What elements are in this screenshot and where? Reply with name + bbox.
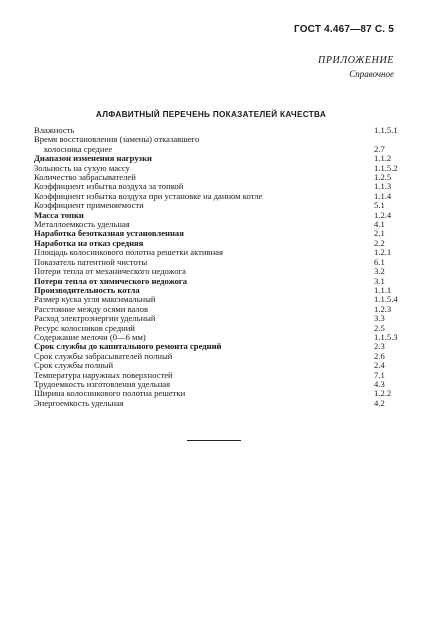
item-name: Расход электроэнергии удельный <box>34 314 156 324</box>
list-item <box>34 211 404 220</box>
item-code: 1.2.4 <box>374 209 392 220</box>
list-item <box>34 135 404 144</box>
item-code: 6.1 <box>374 256 385 267</box>
list-item <box>34 361 404 370</box>
list-item <box>34 229 404 238</box>
list-item <box>34 277 404 286</box>
item-name: Металлоемкость удельная <box>34 220 130 230</box>
index-list <box>34 126 404 408</box>
item-code: 4.3 <box>374 378 385 389</box>
list-item <box>34 352 404 361</box>
item-code: 3.2 <box>374 266 385 277</box>
item-name: Ширина колосникового полотна решетки <box>34 389 186 399</box>
item-code: 2.4 <box>374 360 385 371</box>
appendix-block <box>318 55 394 79</box>
item-code: 1.1.2 <box>374 153 392 164</box>
list-item <box>34 145 404 154</box>
item-name: Коэффициент избытка воздуха за топкой <box>34 182 184 192</box>
list-item <box>34 192 404 201</box>
item-name: Производительность котла <box>34 285 140 295</box>
list-item <box>34 267 404 276</box>
item-code: 2.5 <box>374 322 385 333</box>
item-code: 3.3 <box>374 313 385 324</box>
item-name: Срок службы полный <box>34 361 114 371</box>
item-code: 4.1 <box>374 219 385 230</box>
item-name: Площадь колосникового полотна решетки активная <box>34 248 223 258</box>
list-item <box>34 173 404 182</box>
list-item <box>34 314 404 323</box>
item-name: Потери тепла от химического недожога <box>34 276 188 286</box>
list-item <box>34 220 404 229</box>
item-name: Зольность на сухую массу <box>34 163 130 173</box>
list-item <box>34 399 404 408</box>
item-code: 1.1.1 <box>374 284 392 295</box>
list-item <box>34 154 404 163</box>
list-title: АЛФАВИТНЫЙ ПЕРЕЧЕНЬ ПОКАЗАТЕЛЕЙ КАЧЕСТВА <box>95 110 327 119</box>
item-code: 1.1.5.4 <box>374 294 398 305</box>
item-code: 1.1.5.1 <box>374 125 398 135</box>
item-name: Наработка безотказная установленная <box>34 229 184 239</box>
item-code: 5.1 <box>374 200 385 211</box>
list-item <box>34 389 404 398</box>
list-item <box>34 286 404 295</box>
item-name: Наработка на отказ средняя <box>34 238 144 248</box>
item-code: 1.1.5.3 <box>374 331 398 342</box>
item-code: 2.2 <box>374 237 385 248</box>
item-name: Коэффициент применяемости <box>34 201 144 211</box>
item-name: Диапазон изменения нагрузки <box>34 154 152 164</box>
page-header: ГОСТ 4.467—87 С. 5 <box>293 24 394 35</box>
end-rule <box>187 440 241 441</box>
item-code: 2.3 <box>374 341 385 352</box>
list-item <box>34 164 404 173</box>
item-code: 1.1.4 <box>374 190 392 201</box>
item-code: 2.1 <box>374 228 385 239</box>
list-item <box>34 126 404 135</box>
list-item <box>34 342 404 351</box>
list-item <box>34 324 404 333</box>
item-code: 1.2.1 <box>374 247 392 258</box>
item-code: 2.6 <box>374 350 385 361</box>
list-item <box>34 333 404 342</box>
item-name: Потери тепла от механического недожога <box>34 267 186 277</box>
item-name: Количество забрасывателей <box>34 173 136 183</box>
item-code: 1.1.5.2 <box>374 162 398 173</box>
item-code: 2.7 <box>374 143 385 154</box>
list-item <box>34 239 404 248</box>
item-name: колосника среднее <box>44 144 113 154</box>
list-item <box>34 201 404 210</box>
item-name: Содержание мелочи (0—6 мм) <box>34 332 146 342</box>
item-code: 3.1 <box>374 275 385 286</box>
item-code: 7.1 <box>374 369 385 380</box>
item-name: Срок службы забрасывателей полный <box>34 351 173 361</box>
list-item <box>34 305 404 314</box>
item-code: 4.2 <box>374 397 385 408</box>
item-name: Температура наружных поверхностей <box>34 370 173 380</box>
list-item <box>34 371 404 380</box>
item-code: 1.2.5 <box>374 172 392 183</box>
list-item <box>34 248 404 257</box>
item-name: Энергоемкость удельная <box>34 398 124 408</box>
item-name: Коэффициент избытка воздуха при установке на данном котле <box>34 191 263 201</box>
appendix-subtitle: Справочное <box>349 69 394 79</box>
item-name: Время восстановления (замены) отказавшего <box>34 135 200 145</box>
item-name: Трудоемкость изготовления удельная <box>34 379 171 389</box>
list-item <box>34 258 404 267</box>
item-name: Масса топки <box>34 210 84 220</box>
list-item <box>34 182 404 191</box>
item-code: 1.1.3 <box>374 181 392 192</box>
item-name: Размер куска угля максимальный <box>34 295 156 305</box>
list-item <box>34 295 404 304</box>
appendix-title: ПРИЛОЖЕНИЕ <box>318 55 394 66</box>
item-name: Показатель патентной чистоты <box>34 257 148 267</box>
item-name: Срок службы до капитального ремонта средний <box>34 342 222 352</box>
item-code: 1.2.2 <box>374 388 392 399</box>
item-name: Ресурс колосников средний <box>34 323 135 333</box>
item-code: 1.2.3 <box>374 303 392 314</box>
item-name: Влажность <box>34 126 75 135</box>
list-item <box>34 380 404 389</box>
item-name: Расстояние между осями валов <box>34 304 149 314</box>
